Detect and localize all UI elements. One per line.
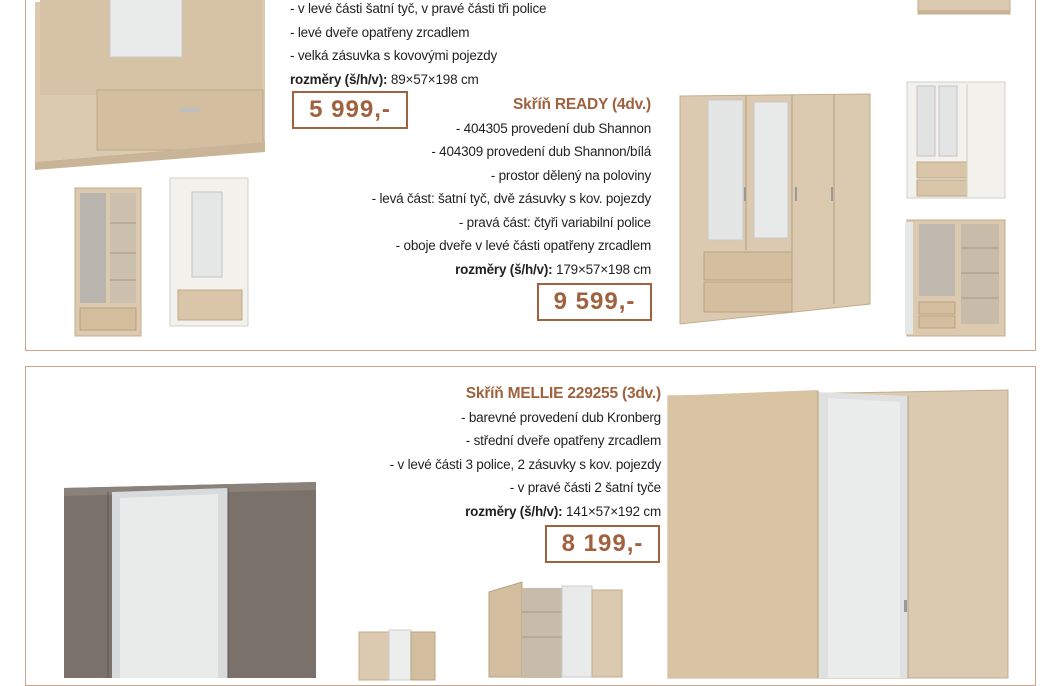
dims-value: 141×57×192 cm xyxy=(566,503,661,519)
wardrobe-ready-open-image xyxy=(905,218,1010,343)
feature-line: - v levé části šatní tyč, v pravé části tři police xyxy=(290,1,547,16)
dims-value: 179×57×198 cm xyxy=(556,261,651,277)
wardrobe-open-image xyxy=(75,188,143,338)
feature-line: - pravá část: čtyři variabilní police xyxy=(458,214,651,230)
dimensions xyxy=(372,258,651,282)
wardrobe-mellie-image xyxy=(668,388,1013,678)
product-title: Skříň READY (4dv.) xyxy=(513,96,651,113)
wardrobe-mellie-open-small-image xyxy=(357,628,437,678)
feature-line: - střední dveře opatřeny zrcadlem xyxy=(465,433,661,448)
dims-label: rozměry (š/h/v): xyxy=(465,503,563,519)
price-tag: 5 999,- xyxy=(292,91,408,129)
dimensions xyxy=(390,500,661,524)
dims-label: rozměry (š/h/v): xyxy=(455,261,553,277)
feature-line: - barevné provedení dub Kronberg xyxy=(461,409,661,425)
wardrobe-white-image xyxy=(170,178,250,328)
dims-label: rozměry (š/h/v): xyxy=(290,71,388,87)
dimensions xyxy=(290,68,546,92)
feature-line: - 404305 provedení dub Shannon xyxy=(455,120,651,136)
wardrobe-ready-white-image xyxy=(905,80,1010,205)
block3-text xyxy=(390,382,661,523)
wardrobe-thumb-image xyxy=(918,0,1013,16)
feature-line: - prostor dělený na poloviny xyxy=(490,167,651,183)
wardrobe-mellie-open-image xyxy=(487,582,627,677)
wardrobe-dark-image xyxy=(58,478,323,678)
wardrobe-ready-image xyxy=(674,92,874,327)
feature-line: - velká zásuvka s kovovými pojezdy xyxy=(290,48,498,63)
block2-text xyxy=(372,93,651,281)
dims-value: 89×57×198 cm xyxy=(390,71,479,87)
feature-line: - oboje dveře v levé části opatřeny zrcadlem xyxy=(395,238,651,253)
price-tag: 8 199,- xyxy=(545,525,660,563)
product-title: Skříň MELLIE 229255 (3dv.) xyxy=(465,385,661,402)
wardrobe-2door-image xyxy=(35,0,275,172)
block1-features xyxy=(290,0,546,91)
feature-line: - levá část: šatní tyč, dvě zásuvky s kov. pojezdy xyxy=(371,191,651,206)
price-tag: 9 599,- xyxy=(537,283,652,321)
feature-line: - 404309 provedení dub Shannon/bílá xyxy=(431,144,651,159)
feature-line: - levé dveře opatřeny zrcadlem xyxy=(290,24,470,40)
feature-line: - v levé části 3 police, 2 zásuvky s kov. pojezdy xyxy=(389,456,661,472)
feature-line: - v pravé části 2 šatní tyče xyxy=(509,480,661,495)
